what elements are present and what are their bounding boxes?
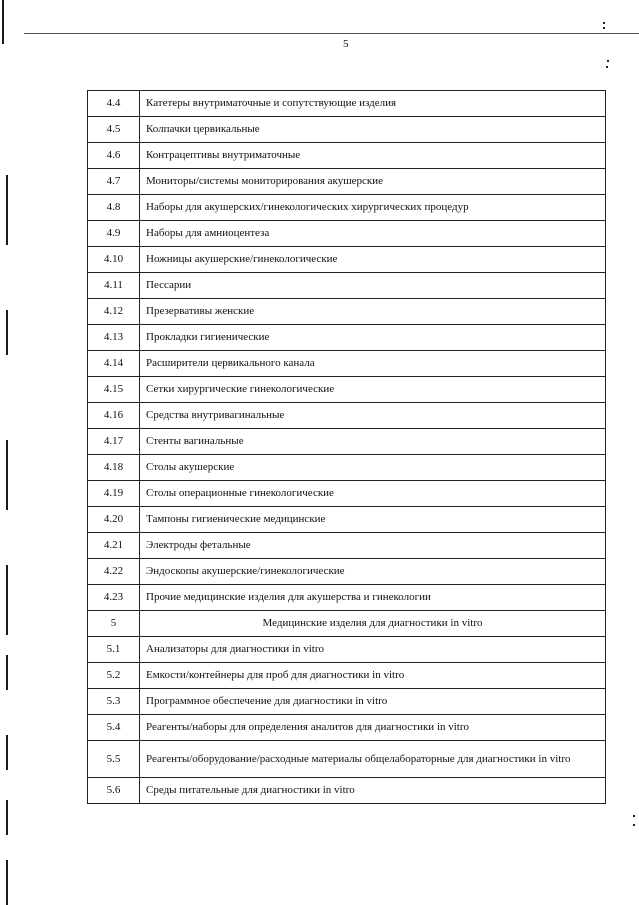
row-title: Катетеры внутриматочные и сопутствующие изделия bbox=[140, 91, 606, 117]
row-number: 5 bbox=[88, 611, 140, 637]
table-row bbox=[88, 325, 606, 351]
table-row bbox=[88, 143, 606, 169]
row-number: 5.2 bbox=[88, 663, 140, 689]
row-number: 4.20 bbox=[88, 507, 140, 533]
scan-edge-mark bbox=[6, 175, 8, 245]
row-number: 5.3 bbox=[88, 689, 140, 715]
table-row bbox=[88, 169, 606, 195]
table-row bbox=[88, 741, 606, 778]
row-number: 4.17 bbox=[88, 429, 140, 455]
row-title: Наборы для амниоцентеза bbox=[140, 221, 606, 247]
row-title: Среды питательные для диагностики in vitro bbox=[140, 778, 606, 804]
row-number: 4.11 bbox=[88, 273, 140, 299]
table-row bbox=[88, 221, 606, 247]
scan-edge-mark bbox=[6, 800, 8, 835]
table-row bbox=[88, 195, 606, 221]
table-row bbox=[88, 117, 606, 143]
row-number: 4.19 bbox=[88, 481, 140, 507]
row-number: 4.4 bbox=[88, 91, 140, 117]
table-row bbox=[88, 377, 606, 403]
table-row bbox=[88, 481, 606, 507]
table-row bbox=[88, 559, 606, 585]
row-title: Наборы для акушерских/гинекологических хирургических процедур bbox=[140, 195, 606, 221]
classification-table bbox=[87, 90, 606, 804]
row-number: 4.15 bbox=[88, 377, 140, 403]
table-row bbox=[88, 611, 606, 637]
row-title: Столы операционные гинекологические bbox=[140, 481, 606, 507]
row-title: Расширители цервикального канала bbox=[140, 351, 606, 377]
table-row bbox=[88, 715, 606, 741]
row-title: Емкости/контейнеры для проб для диагностики in vitro bbox=[140, 663, 606, 689]
scan-speck bbox=[606, 66, 608, 68]
row-title: Средства внутривагинальные bbox=[140, 403, 606, 429]
table-row bbox=[88, 299, 606, 325]
row-title: Мониторы/системы мониторирования акушерские bbox=[140, 169, 606, 195]
row-title: Тампоны гигиенические медицинские bbox=[140, 507, 606, 533]
row-title: Анализаторы для диагностики in vitro bbox=[140, 637, 606, 663]
table-row bbox=[88, 637, 606, 663]
table-row bbox=[88, 778, 606, 804]
section-heading: Медицинские изделия для диагностики in vitro bbox=[140, 611, 606, 637]
table-row bbox=[88, 689, 606, 715]
table-row bbox=[88, 351, 606, 377]
table-row bbox=[88, 455, 606, 481]
scan-speck bbox=[633, 815, 635, 817]
scan-edge-mark bbox=[6, 735, 8, 770]
row-title: Прокладки гигиенические bbox=[140, 325, 606, 351]
row-title: Презервативы женские bbox=[140, 299, 606, 325]
scan-speck bbox=[603, 27, 605, 29]
row-title: Эндоскопы акушерские/гинекологические bbox=[140, 559, 606, 585]
row-number: 4.13 bbox=[88, 325, 140, 351]
row-title: Сетки хирургические гинекологические bbox=[140, 377, 606, 403]
row-number: 4.5 bbox=[88, 117, 140, 143]
row-title: Столы акушерские bbox=[140, 455, 606, 481]
scan-edge-mark bbox=[6, 310, 8, 355]
table-row bbox=[88, 429, 606, 455]
row-title: Контрацептивы внутриматочные bbox=[140, 143, 606, 169]
scan-edge-mark bbox=[6, 655, 8, 690]
table-row bbox=[88, 403, 606, 429]
row-number: 5.1 bbox=[88, 637, 140, 663]
table-row bbox=[88, 585, 606, 611]
row-title: Стенты вагинальные bbox=[140, 429, 606, 455]
scan-speck bbox=[603, 22, 605, 24]
row-number: 4.16 bbox=[88, 403, 140, 429]
row-title: Реагенты/оборудование/расходные материалы общелабораторные для диагностики in vitro bbox=[140, 741, 606, 778]
row-title: Пессарии bbox=[140, 273, 606, 299]
table-body bbox=[88, 91, 606, 804]
row-number: 4.8 bbox=[88, 195, 140, 221]
page-number: 5 bbox=[343, 38, 349, 50]
row-number: 4.9 bbox=[88, 221, 140, 247]
row-title: Колпачки цервикальные bbox=[140, 117, 606, 143]
row-number: 4.7 bbox=[88, 169, 140, 195]
row-title: Прочие медицинские изделия для акушерства и гинекологии bbox=[140, 585, 606, 611]
row-title: Программное обеспечение для диагностики in vitro bbox=[140, 689, 606, 715]
scan-edge-mark bbox=[6, 565, 8, 635]
table-row bbox=[88, 273, 606, 299]
row-number: 5.4 bbox=[88, 715, 140, 741]
scan-edge-mark bbox=[6, 440, 8, 510]
table-row bbox=[88, 507, 606, 533]
row-title: Электроды фетальные bbox=[140, 533, 606, 559]
row-title: Реагенты/наборы для определения аналитов для диагностики in vitro bbox=[140, 715, 606, 741]
row-number: 5.5 bbox=[88, 741, 140, 778]
row-number: 4.22 bbox=[88, 559, 140, 585]
scan-speck bbox=[607, 60, 609, 62]
row-number: 4.12 bbox=[88, 299, 140, 325]
row-number: 4.23 bbox=[88, 585, 140, 611]
row-number: 4.6 bbox=[88, 143, 140, 169]
row-number: 5.6 bbox=[88, 778, 140, 804]
scan-edge-mark bbox=[6, 860, 8, 905]
row-number: 4.14 bbox=[88, 351, 140, 377]
row-number: 4.21 bbox=[88, 533, 140, 559]
scan-speck bbox=[633, 824, 635, 826]
row-number: 4.18 bbox=[88, 455, 140, 481]
table-row bbox=[88, 91, 606, 117]
row-number: 4.10 bbox=[88, 247, 140, 273]
table-row bbox=[88, 533, 606, 559]
table-row bbox=[88, 247, 606, 273]
table-row bbox=[88, 663, 606, 689]
scan-edge-mark bbox=[2, 0, 4, 44]
header-rule bbox=[24, 33, 639, 34]
row-title: Ножницы акушерские/гинекологические bbox=[140, 247, 606, 273]
